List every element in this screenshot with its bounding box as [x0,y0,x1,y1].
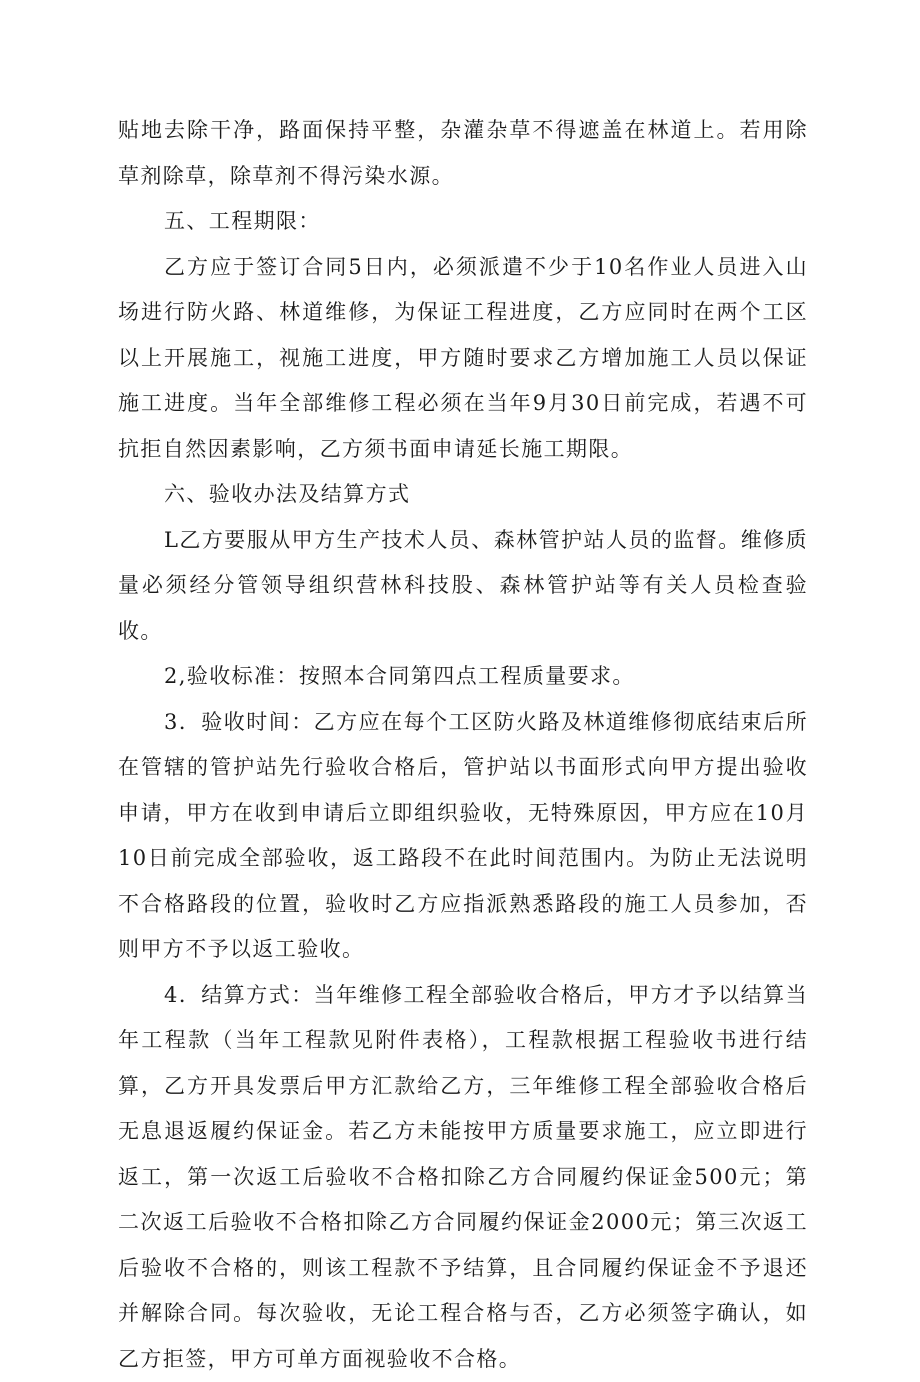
paragraph-acceptance-standard: 2,验收标准：按照本合同第四点工程质量要求。 [118,654,808,700]
paragraph-supervision: L乙方要服从甲方生产技术人员、森林管护站人员的监督。维修质量必须经分管领导组织营林科技股、森林管护站等有关人员检查验收。 [118,518,808,655]
document-body [118,108,808,1382]
section-heading-schedule: 五、工程期限： [118,199,808,245]
paragraph-acceptance-time: 3．验收时间：乙方应在每个工区防火路及林道维修彻底结束后所在管辖的管护站先行验收合格后，管护站以书面形式向甲方提出验收申请，甲方在收到申请后立即组织验收，无特殊原因，甲方应在10月10日前完成全部验收，返工路段不在此时间范围内。为防止无法说明不合格路段的位置，验收时乙方应指派熟悉路段的施工人员参加，否则甲方不予以返工验收。 [118,700,808,973]
paragraph-settlement: 4．结算方式：当年维修工程全部验收合格后，甲方才予以结算当年工程款（当年工程款见附件表格），工程款根据工程验收书进行结算，乙方开具发票后甲方汇款给乙方，三年维修工程全部验收合格后无息退返履约保证金。若乙方未能按甲方质量要求施工，应立即进行返工，第一次返工后验收不合格扣除乙方合同履约保证金500元；第二次返工后验收不合格扣除乙方合同履约保证金2000元；第三次返工后验收不合格的，则该工程款不予结算，且合同履约保证金不予退还并解除合同。每次验收，无论工程合格与否，乙方必须签字确认，如乙方拒签，甲方可单方面视验收不合格。 [118,973,808,1382]
paragraph-schedule: 乙方应于签订合同5日内，必须派遣不少于10名作业人员进入山场进行防火路、林道维修，为保证工程进度，乙方应同时在两个工区以上开展施工，视施工进度，甲方随时要求乙方增加施工人员以保证施工进度。当年全部维修工程必须在当年9月30日前完成，若遇不可抗拒自然因素影响，乙方须书面申请延长施工期限。 [118,245,808,473]
paragraph-weeding-continuation: 贴地去除干净，路面保持平整，杂灌杂草不得遮盖在林道上。若用除草剂除草，除草剂不得污染水源。 [118,108,808,199]
section-heading-acceptance: 六、验收办法及结算方式 [118,472,808,518]
